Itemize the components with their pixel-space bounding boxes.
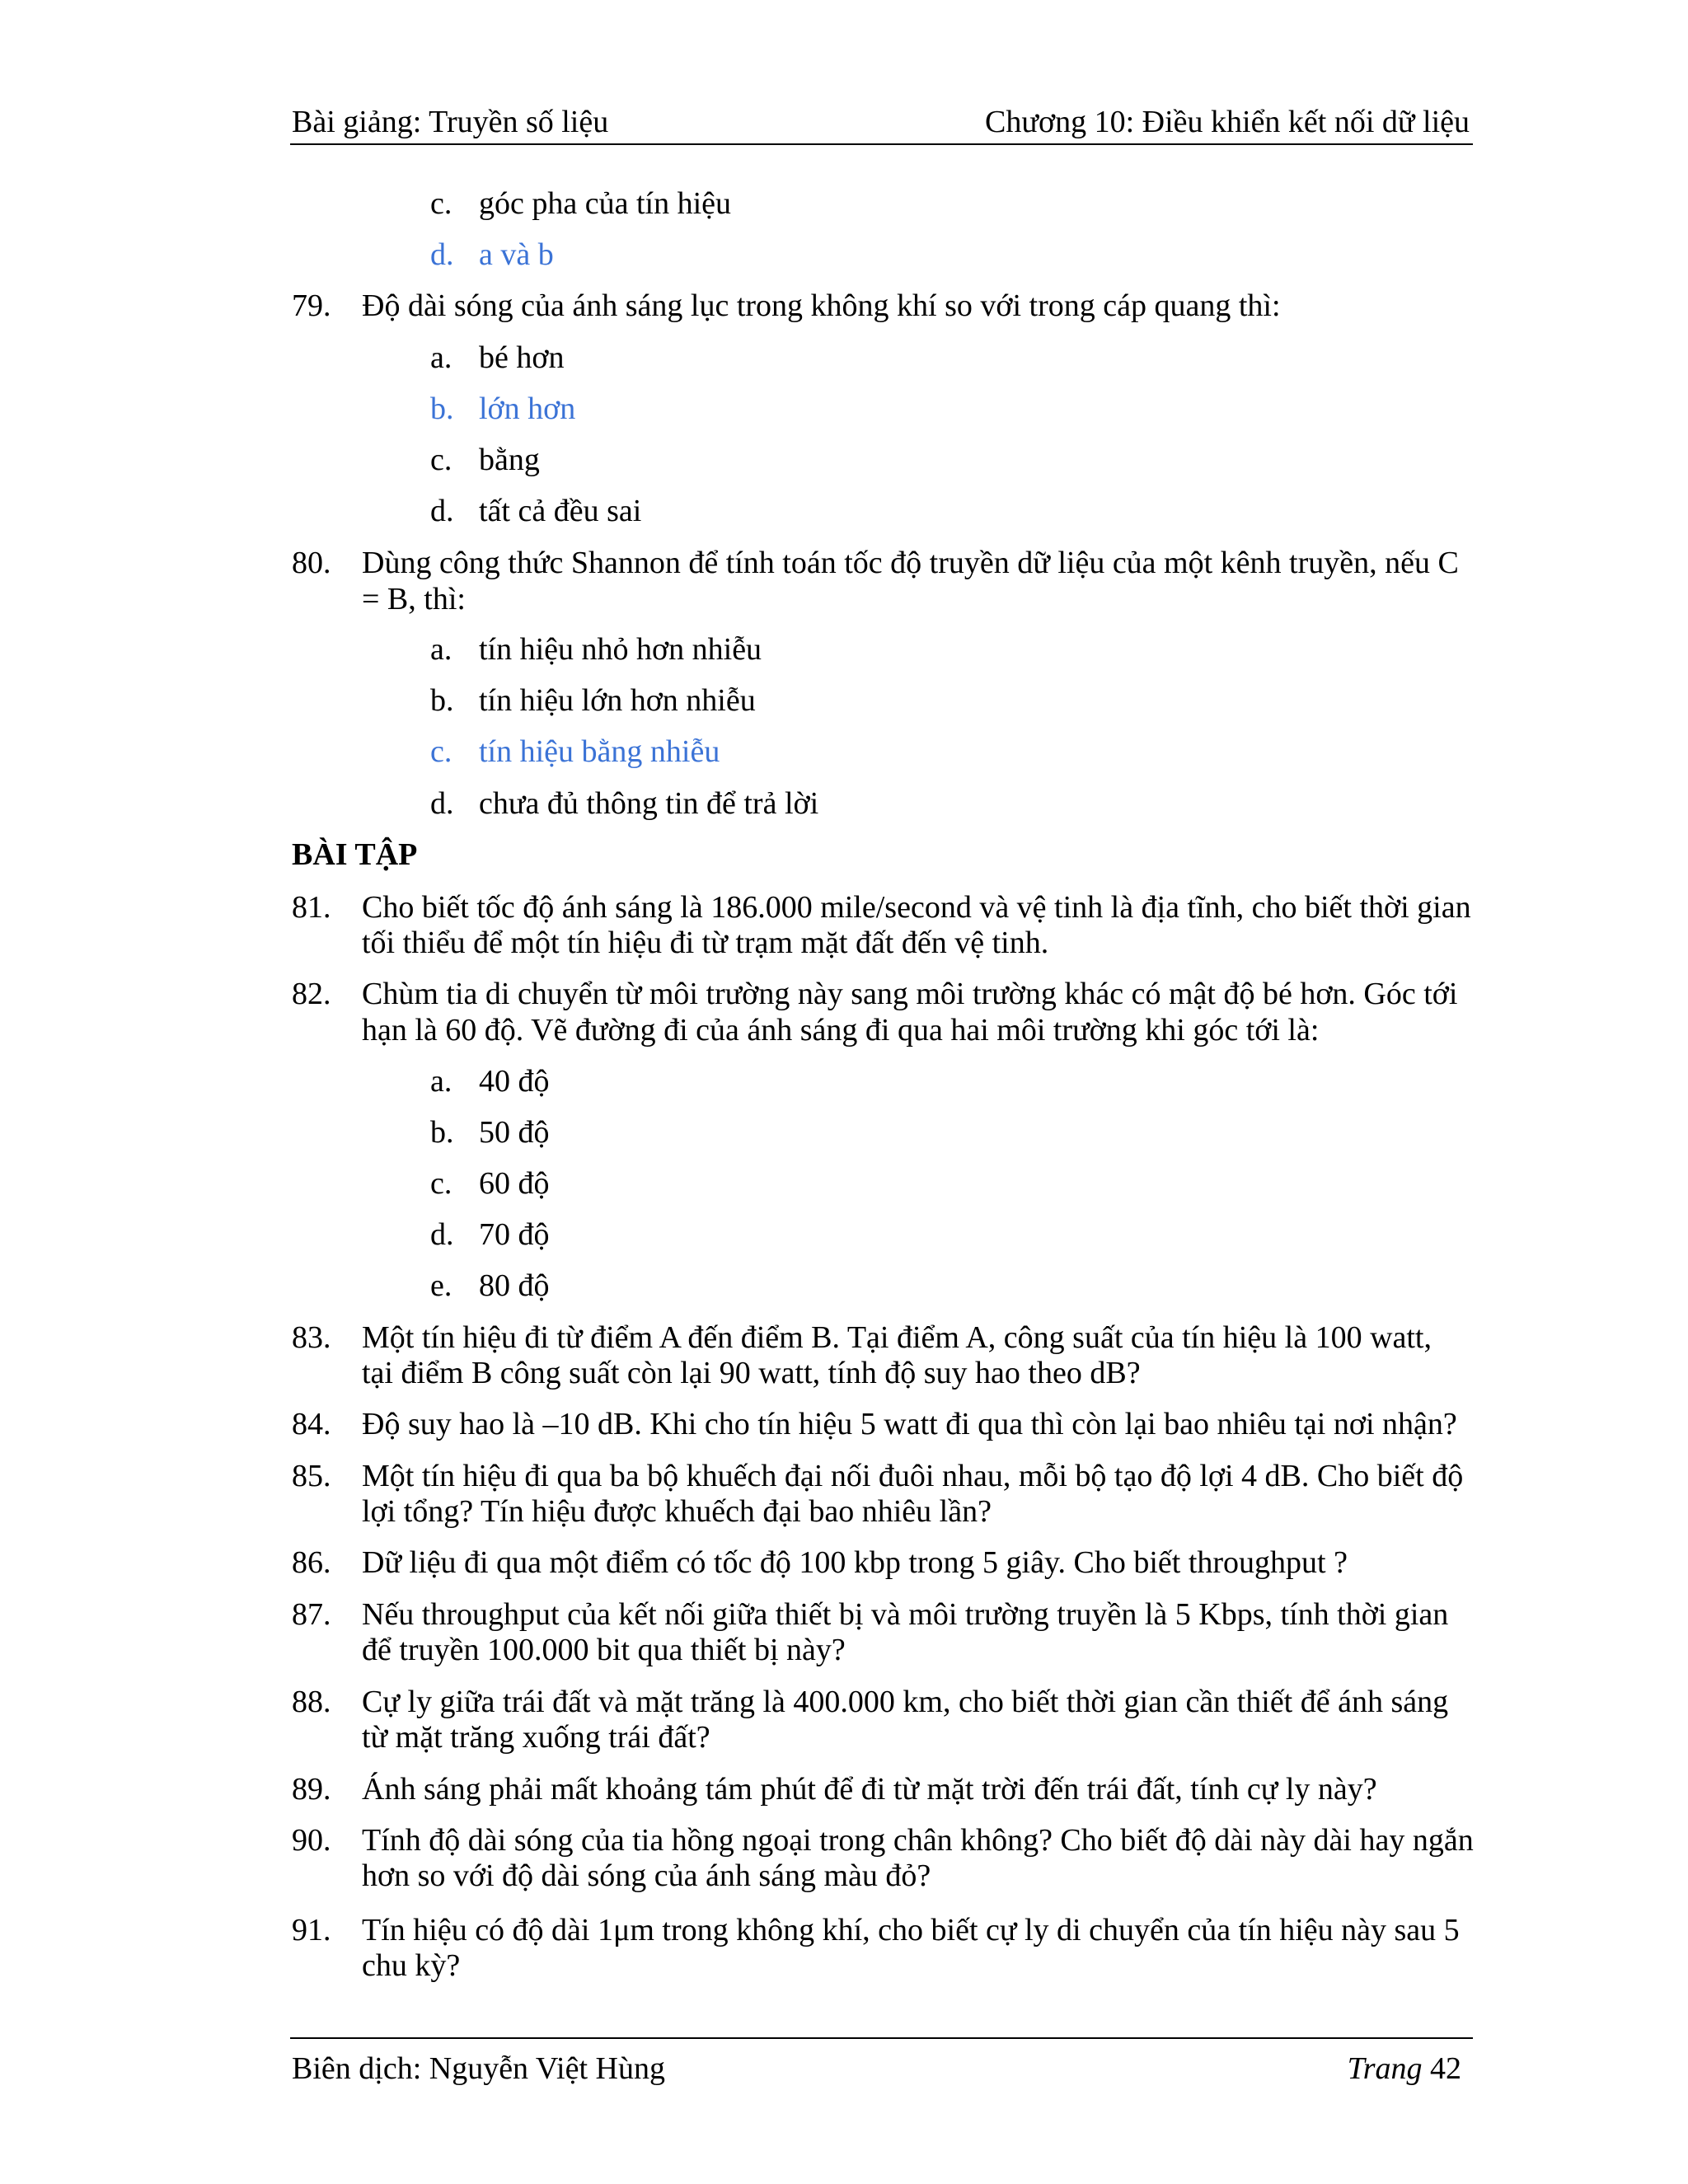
page-number-value: 42 — [1430, 2051, 1461, 2086]
course-title: Bài giảng: Truyền số liệu — [292, 105, 609, 139]
chapter-title: Chương 10: Điều khiển kết nối dữ liệu — [985, 105, 1470, 139]
page-word: Trang — [1347, 2051, 1423, 2086]
page-footer — [290, 2037, 1473, 2088]
page-header — [290, 101, 1473, 145]
page-number — [1348, 2050, 1461, 2087]
translator-credit: Biên dịch: Nguyễn Việt Hùng — [292, 2051, 665, 2086]
section-title: BÀI TẬP — [292, 837, 418, 872]
